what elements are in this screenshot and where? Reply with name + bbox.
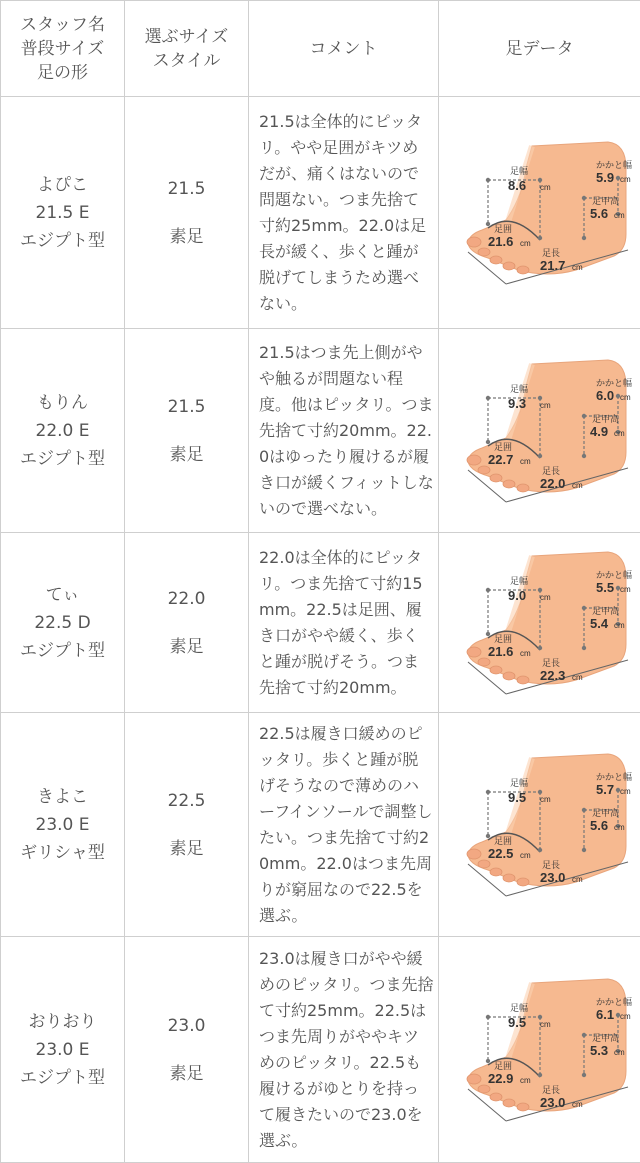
value-instep: 5.6: [589, 205, 608, 221]
label-heel-width: かかと幅: [595, 159, 632, 170]
header-size-line-1: 選ぶサイズ: [144, 26, 229, 47]
unit-girth: cm: [519, 850, 531, 860]
value-instep: 5.3: [589, 1042, 608, 1058]
value-instep: 5.4: [589, 615, 608, 631]
label-width: 足幅: [509, 575, 528, 586]
header-staff-line-2: 普段サイズ: [20, 38, 105, 59]
comment-cell: 22.0は全体的にピッタリ。つま先捨て寸約15mm。22.5は足囲、履き口がやや緩く、歩くと踵が脱げそう。つま先捨て寸約20mm。: [249, 533, 439, 713]
value-girth: 22.5: [487, 845, 513, 861]
label-girth: 足囲: [493, 441, 512, 452]
value-length: 22.0: [539, 475, 565, 491]
unit-heel-width: cm: [619, 1011, 631, 1021]
unit-heel-width: cm: [619, 584, 631, 594]
chosen-size: 23.0: [167, 1015, 206, 1036]
usual-size: 23.0 E: [35, 1039, 90, 1060]
label-width: 足幅: [509, 383, 528, 394]
label-girth: 足囲: [493, 223, 512, 234]
label-instep: 足甲高: [591, 195, 619, 206]
staff-cell: [1, 533, 125, 713]
header-row: [1, 1, 640, 97]
header-staff: [1, 1, 125, 97]
staff-cell: [1, 97, 125, 329]
foot-shape: エジプト型: [20, 448, 105, 469]
foot-shape: エジプト型: [20, 1067, 105, 1088]
foot-shape: ギリシャ型: [20, 842, 105, 863]
value-width: 9.5: [507, 789, 526, 805]
unit-girth: cm: [519, 648, 531, 658]
foot-data-cell: [439, 329, 640, 533]
size-cell: [125, 97, 249, 329]
unit-heel-width: cm: [619, 786, 631, 796]
value-girth: 22.7: [487, 451, 513, 467]
comment-cell: 21.5は全体的にピッタリ。やや足囲がキツめだが、痛くはないので問題ない。つま先捨て寸約25mm。22.0は足長が緩く、歩くと踵が脱げてしまうため選べない。: [249, 97, 439, 329]
label-girth: 足囲: [493, 835, 512, 846]
foot-shape: エジプト型: [20, 230, 105, 251]
unit-girth: cm: [519, 456, 531, 466]
staff-name: きよこ: [37, 786, 88, 807]
staff-name: てぃ: [45, 584, 80, 605]
unit-instep: cm: [613, 620, 625, 630]
value-width: 8.6: [507, 177, 526, 193]
unit-width: cm: [539, 592, 551, 602]
style: 素足: [169, 444, 204, 465]
foot-shape: エジプト型: [20, 640, 105, 661]
style: 素足: [169, 1063, 204, 1084]
unit-length: cm: [571, 874, 583, 884]
value-length: 23.0: [539, 869, 565, 885]
label-length: 足長: [541, 465, 560, 476]
value-length: 23.0: [539, 1094, 565, 1110]
value-instep: 4.9: [589, 423, 608, 439]
label-length: 足長: [541, 1084, 560, 1095]
header-comment: コメント: [249, 1, 439, 97]
header-staff-line-3: 足の形: [37, 62, 88, 83]
unit-girth: cm: [519, 238, 531, 248]
value-heel-width: 5.7: [595, 781, 614, 797]
unit-instep: cm: [613, 822, 625, 832]
unit-length: cm: [571, 672, 583, 682]
label-girth: 足囲: [493, 1060, 512, 1071]
label-width: 足幅: [509, 777, 528, 788]
style: 素足: [169, 636, 204, 657]
label-heel-width: かかと幅: [595, 771, 632, 782]
foot-data-cell: [439, 713, 640, 937]
foot-diagram: [448, 356, 632, 506]
foot-data-cell: [439, 937, 640, 1163]
unit-width: cm: [539, 400, 551, 410]
foot-data-cell: [439, 533, 640, 713]
value-instep: 5.6: [589, 817, 608, 833]
label-heel-width: かかと幅: [595, 569, 632, 580]
usual-size: 22.5 D: [34, 612, 91, 633]
table-row-3: [1, 533, 640, 713]
staff-name: もりん: [37, 392, 88, 413]
value-heel-width: 5.9: [595, 169, 614, 185]
label-girth: 足囲: [493, 633, 512, 644]
label-heel-width: かかと幅: [595, 377, 632, 388]
unit-instep: cm: [613, 428, 625, 438]
staff-cell: [1, 937, 125, 1163]
value-width: 9.5: [507, 1014, 526, 1030]
unit-length: cm: [571, 1099, 583, 1109]
table-row-5: [1, 937, 640, 1163]
header-foot-data: 足データ: [439, 1, 640, 97]
staff-cell: [1, 329, 125, 533]
value-width: 9.3: [507, 395, 526, 411]
unit-width: cm: [539, 794, 551, 804]
label-heel-width: かかと幅: [595, 996, 632, 1007]
usual-size: 21.5 E: [35, 202, 90, 223]
value-heel-width: 6.1: [595, 1006, 614, 1022]
unit-width: cm: [539, 1019, 551, 1029]
usual-size: 22.0 E: [35, 420, 90, 441]
unit-width: cm: [539, 182, 551, 192]
label-length: 足長: [541, 657, 560, 668]
value-width: 9.0: [507, 587, 526, 603]
unit-girth: cm: [519, 1075, 531, 1085]
unit-heel-width: cm: [619, 392, 631, 402]
header-size: [125, 1, 249, 97]
chosen-size: 21.5: [167, 396, 206, 417]
size-cell: [125, 533, 249, 713]
staff-cell: [1, 713, 125, 937]
unit-heel-width: cm: [619, 174, 631, 184]
unit-instep: cm: [613, 1047, 625, 1057]
size-cell: [125, 937, 249, 1163]
label-length: 足長: [541, 859, 560, 870]
table-row-4: [1, 713, 640, 937]
label-instep: 足甲高: [591, 1032, 619, 1043]
style: 素足: [169, 226, 204, 247]
foot-diagram: [448, 750, 632, 900]
usual-size: 23.0 E: [35, 814, 90, 835]
label-instep: 足甲高: [591, 413, 619, 424]
staff-name: おりおり: [28, 1011, 97, 1032]
chosen-size: 21.5: [167, 178, 206, 199]
comment-cell: 22.5は履き口緩めのピッタリ。歩くと踵が脱げそうなので薄めのハーフインソールで調整したい。つま先捨て寸約20mm。22.0はつま先周りが窮屈なので22.5を選ぶ。: [249, 713, 439, 937]
label-length: 足長: [541, 247, 560, 258]
foot-diagram: [448, 138, 632, 288]
chosen-size: 22.5: [167, 790, 206, 811]
value-length: 21.7: [539, 257, 565, 273]
chosen-size: 22.0: [167, 588, 206, 609]
size-cell: [125, 713, 249, 937]
value-length: 22.3: [539, 667, 565, 683]
staff-name: よぴこ: [37, 174, 88, 195]
unit-instep: cm: [613, 210, 625, 220]
label-instep: 足甲高: [591, 605, 619, 616]
unit-length: cm: [571, 480, 583, 490]
table-row-2: [1, 329, 640, 533]
label-instep: 足甲高: [591, 807, 619, 818]
value-heel-width: 6.0: [595, 387, 614, 403]
size-cell: [125, 329, 249, 533]
style: 素足: [169, 838, 204, 859]
value-girth: 21.6: [487, 233, 513, 249]
unit-length: cm: [571, 262, 583, 272]
header-size-line-2: スタイル: [152, 50, 221, 71]
comment-cell: 23.0は履き口がやや緩めのピッタリ。つま先捨て寸約25mm。22.5はつま先周りがややキツめのピッタリ。22.5も履けるがゆとりを持って履きたいので23.0を選ぶ。: [249, 937, 439, 1163]
comment-cell: 21.5はつま先上側がやや触るが問題ない程度。他はピッタリ。つま先捨て寸約20mm。22.0はゆったり履けるが履き口が緩くフィットしないので選べない。: [249, 329, 439, 533]
foot-diagram: [448, 975, 632, 1125]
table-row-1: [1, 97, 640, 329]
value-heel-width: 5.5: [595, 579, 614, 595]
label-width: 足幅: [509, 165, 528, 176]
foot-diagram: [448, 548, 632, 698]
value-girth: 22.9: [487, 1070, 513, 1086]
label-width: 足幅: [509, 1002, 528, 1013]
value-girth: 21.6: [487, 643, 513, 659]
header-staff-line-1: スタッフ名: [20, 14, 105, 35]
foot-data-cell: [439, 97, 640, 329]
